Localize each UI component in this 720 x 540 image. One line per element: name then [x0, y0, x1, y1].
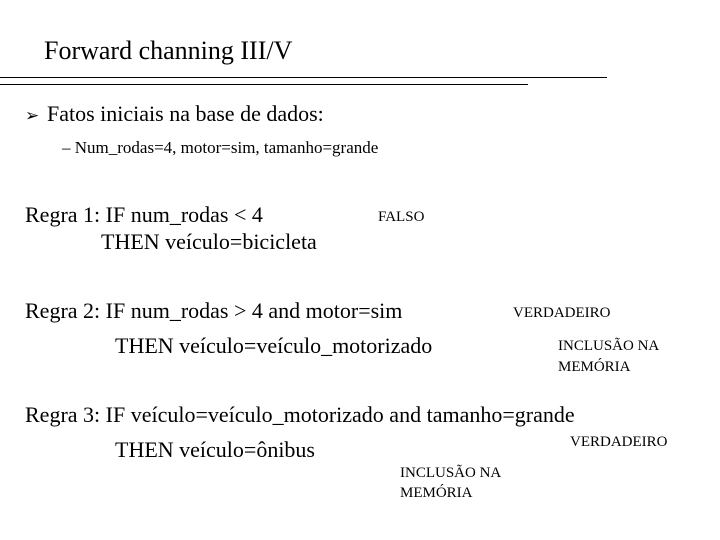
- rule-3-if: Regra 3: IF veículo=veículo_motorizado and tamanho=grande: [25, 402, 575, 427]
- rule-2-note-line1: INCLUSÃO NA: [558, 338, 660, 354]
- rule-2-if: Regra 2: IF num_rodas > 4 and motor=sim: [25, 298, 403, 323]
- title-underline-secondary: [0, 84, 528, 85]
- rule-3-note-line2: MEMÓRIA: [400, 485, 473, 501]
- arrow-bullet-icon: ➢: [25, 106, 40, 126]
- rule-1-if: Regra 1: IF num_rodas < 4: [25, 202, 263, 227]
- bullet-initial-facts: Fatos iniciais na base de dados:: [47, 101, 324, 126]
- title-underline: [0, 77, 607, 78]
- rule-3-then: THEN veículo=ônibus: [115, 437, 315, 462]
- slide-title: Forward channing III/V: [44, 36, 293, 65]
- rule-2-note-line2: MEMÓRIA: [558, 359, 631, 375]
- rule-1-result: FALSO: [378, 209, 425, 225]
- rule-2-then: THEN veículo=veículo_motorizado: [115, 333, 433, 358]
- subbullet-facts: – Num_rodas=4, motor=sim, tamanho=grande: [62, 138, 379, 157]
- rule-2-result: VERDADEIRO: [513, 305, 611, 321]
- rule-3-note-line1: INCLUSÃO NA: [400, 465, 502, 481]
- rule-1-then: THEN veículo=bicicleta: [101, 229, 317, 254]
- rule-3-result: VERDADEIRO: [570, 434, 668, 450]
